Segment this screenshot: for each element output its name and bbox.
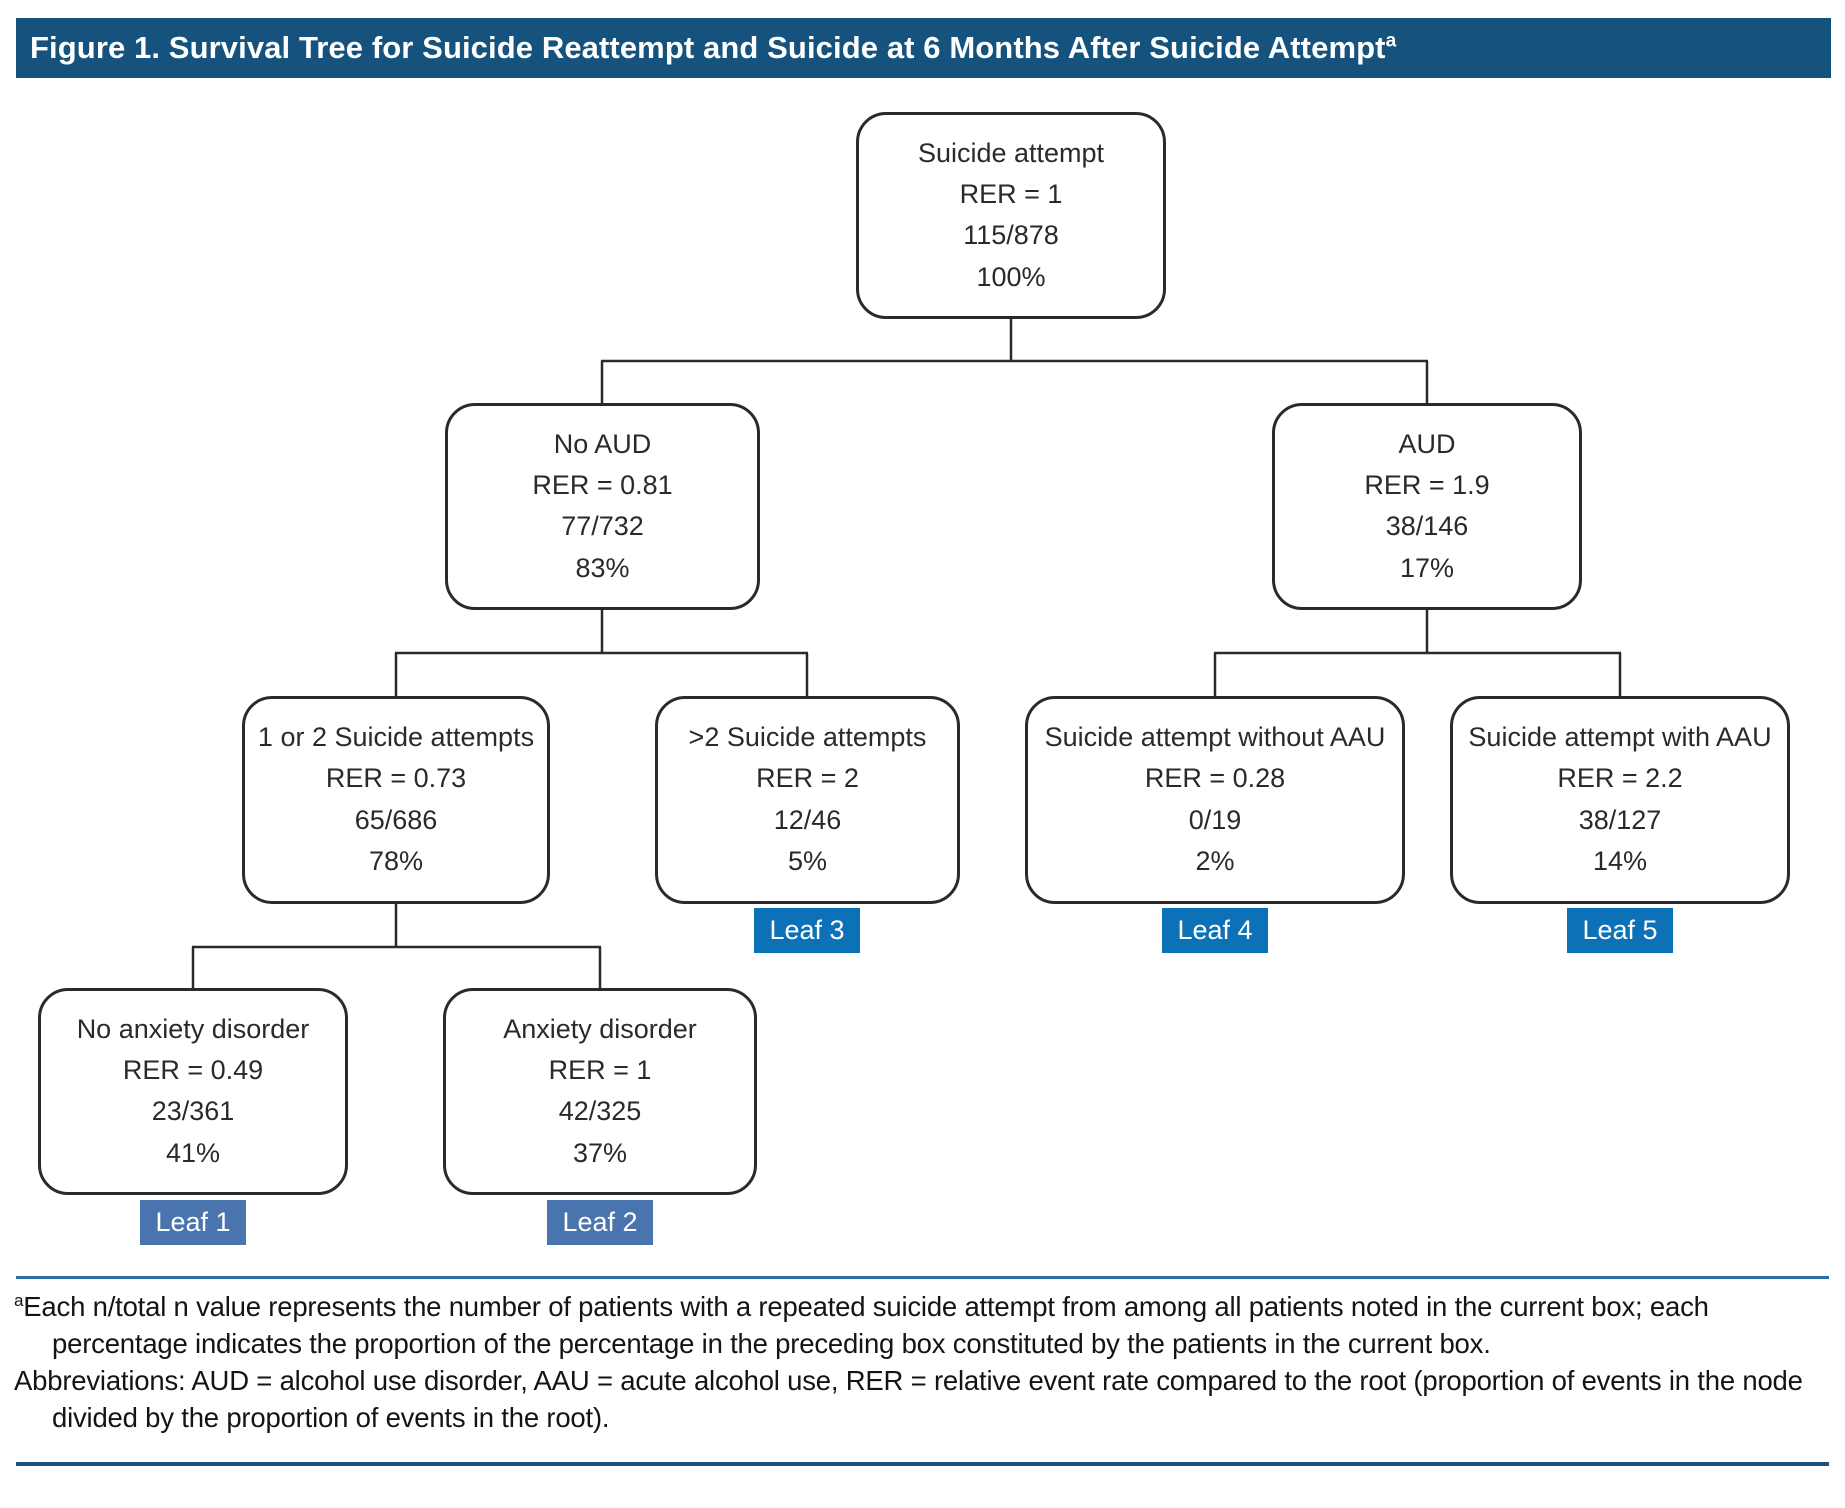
- footnotes: [14, 1288, 1828, 1436]
- node-rer: RER = 1.9: [1364, 469, 1490, 500]
- node-label: Anxiety disorder: [503, 1013, 697, 1044]
- leaf-badge-5: Leaf 5: [1567, 908, 1673, 953]
- node-ratio: 65/686: [354, 804, 438, 835]
- node-rer: RER = 2.2: [1557, 763, 1683, 794]
- leaf-badge-1: Leaf 1: [140, 1200, 246, 1245]
- node-aud: [1272, 403, 1582, 610]
- node-label: >2 Suicide attempts: [688, 721, 927, 752]
- node-rer: RER = 0.73: [325, 763, 467, 794]
- node-label: No anxiety disorder: [76, 1013, 310, 1044]
- node-ratio: 23/361: [151, 1096, 235, 1127]
- node-rer: RER = 1: [959, 178, 1063, 209]
- node-rer: RER = 0.49: [122, 1054, 264, 1085]
- node-ratio: 12/46: [773, 804, 842, 835]
- footnote-abbreviations-text: Abbreviations: AUD = alcohol use disorder, AAU = acute alcohol use, RER = relative event rate compared to the root (proportion of events in the node divided by the proportion of events in the root).: [14, 1365, 1803, 1433]
- node-gt2-attempts: [655, 696, 960, 904]
- node-label: No AUD: [553, 428, 652, 459]
- node-attempt-with-aau: [1450, 696, 1790, 904]
- leaf-badge-3: Leaf 3: [754, 908, 860, 953]
- node-ratio: 115/878: [963, 220, 1059, 251]
- node-ratio: 42/325: [558, 1096, 642, 1127]
- node-no-anxiety-disorder: [38, 988, 348, 1195]
- node-label: AUD: [1398, 428, 1456, 459]
- node-label: Suicide attempt: [917, 137, 1105, 168]
- footnote-superscript: a: [14, 1290, 24, 1310]
- node-ratio: 38/146: [1385, 511, 1469, 542]
- node-ratio: 77/732: [561, 511, 644, 542]
- node-label: Suicide attempt with AAU: [1468, 721, 1772, 752]
- node-root: [856, 112, 1166, 319]
- node-percent: 41%: [165, 1137, 221, 1168]
- node-anxiety-disorder: [443, 988, 757, 1195]
- node-rer: RER = 0.81: [532, 469, 673, 500]
- node-percent: 100%: [976, 261, 1046, 292]
- leaf-badge-2: Leaf 2: [547, 1200, 653, 1245]
- node-percent: 14%: [1592, 846, 1648, 877]
- node-attempt-without-aau: [1025, 696, 1405, 904]
- node-label: Suicide attempt without AAU: [1044, 721, 1386, 752]
- figure-title-text: Figure 1. Survival Tree for Suicide Reattempt and Suicide at 6 Months After Suicide Attempt: [30, 30, 1386, 65]
- figure-title-superscript: a: [1385, 30, 1397, 52]
- node-rer: RER = 0.28: [1144, 763, 1286, 794]
- node-ratio: 38/127: [1578, 804, 1662, 835]
- separator-rule-bottom: [16, 1462, 1829, 1466]
- node-1-or-2-attempts: [242, 696, 550, 904]
- node-percent: 5%: [787, 846, 828, 877]
- node-percent: 78%: [368, 846, 424, 877]
- node-percent: 37%: [572, 1137, 628, 1168]
- node-percent: 17%: [1399, 552, 1455, 583]
- node-no-aud: [445, 403, 760, 610]
- node-rer: RER = 1: [548, 1054, 652, 1085]
- node-ratio: 0/19: [1188, 804, 1242, 835]
- footnote-note-text: Each n/total n value represents the number of patients with a repeated suicide attempt from among all patients noted in the current box; each percentage indicates the proportion of the percentage in the preceding box constituted by the patients in the current box.: [23, 1291, 1709, 1359]
- separator-rule-top: [16, 1276, 1829, 1279]
- leaf-badge-4: Leaf 4: [1162, 908, 1268, 953]
- node-percent: 2%: [1195, 846, 1235, 877]
- node-percent: 83%: [575, 552, 630, 583]
- node-rer: RER = 2: [756, 763, 859, 794]
- footnote-abbreviations: [14, 1362, 1828, 1436]
- node-label: 1 or 2 Suicide attempts: [257, 721, 535, 752]
- footnote-note: [14, 1288, 1828, 1362]
